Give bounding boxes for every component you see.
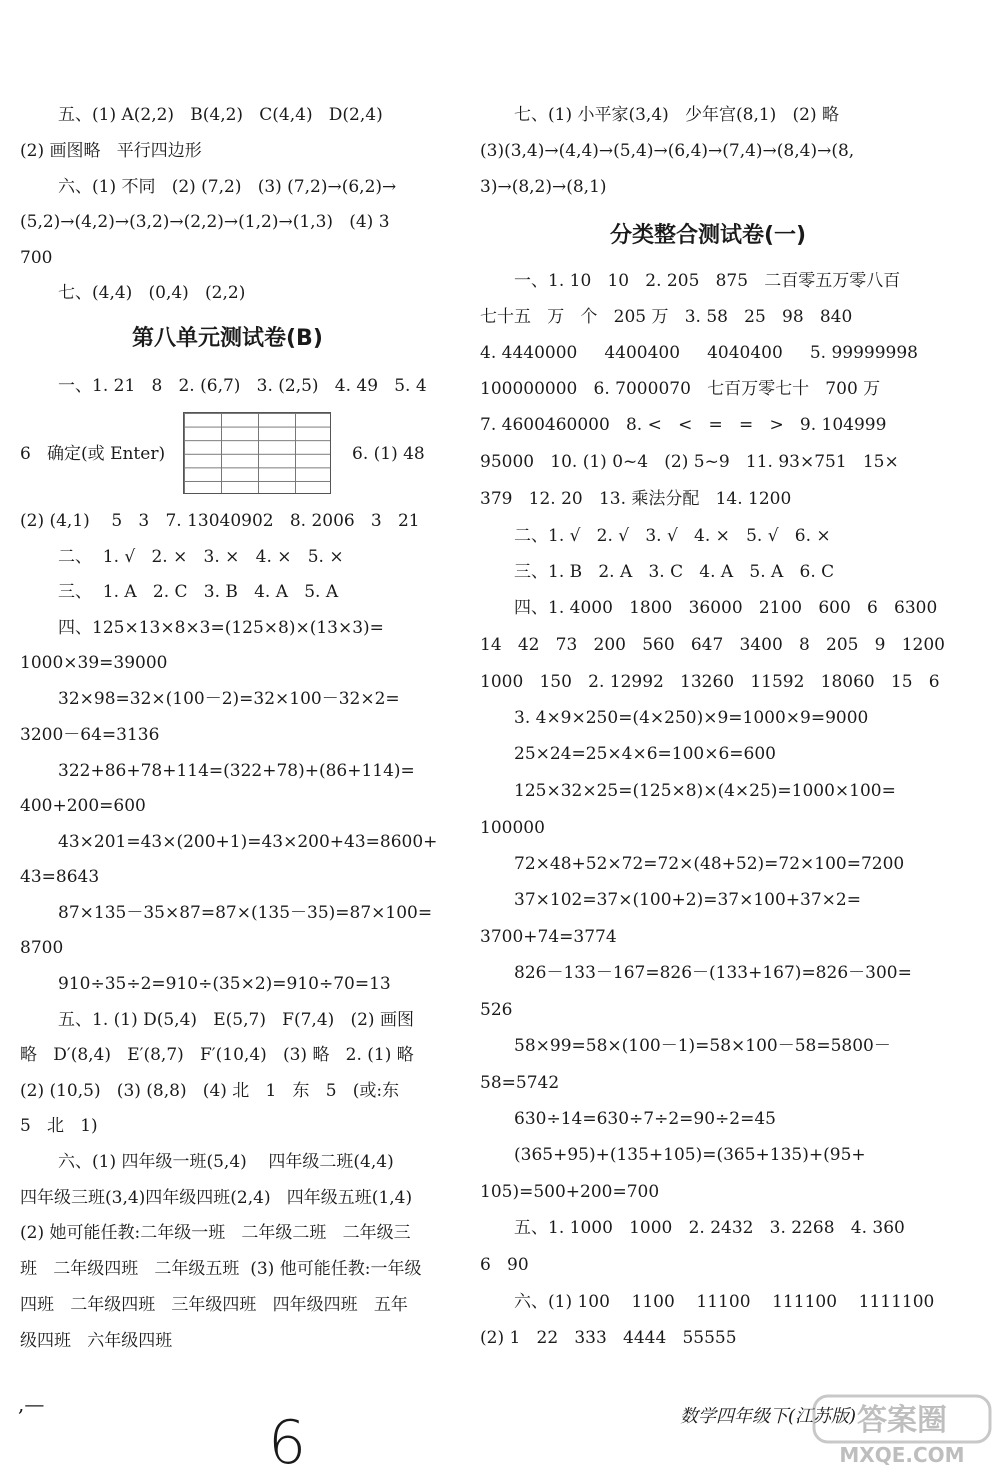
section-title: 分类整合测试卷(一)	[610, 223, 807, 248]
left-line: 四班 二年级四班 三年级四班 四年级四班 五年	[20, 1295, 408, 1315]
left-line: 6 确定(或 Enter)	[20, 444, 166, 464]
left-line: 五、(1) A(2,2) B(4,2) C(4,4) D(2,4)	[58, 105, 383, 125]
left-line: 五、1. (1) D(5,4) E(5,7) F(7,4) (2) 画图	[58, 1010, 414, 1030]
right-line: 七、(1) 小平家(3,4) 少年宫(8,1) (2) 略	[514, 105, 839, 125]
left-line: 87×135－35×87=87×(135－35)=87×100=	[58, 903, 433, 923]
right-line: 100000	[480, 818, 545, 838]
right-line: 五、1. 1000 1000 2. 2432 3. 2268 4. 360	[514, 1218, 905, 1238]
coordinate-grid-figure	[183, 412, 331, 494]
page-corner-mark: ,—	[18, 1392, 45, 1416]
watermark-logo	[810, 1390, 995, 1468]
right-line: 105)=500+200=700	[480, 1182, 660, 1202]
left-line: 1000×39=39000	[20, 653, 168, 673]
left-line: 二、 1. √ 2. × 3. × 4. × 5. ×	[58, 547, 344, 567]
right-line: 1000 150 2. 12992 13260 11592 18060 15 6	[480, 672, 940, 692]
right-line: (2) 1 22 333 4444 55555	[480, 1328, 737, 1348]
right-line: 七十五 万 个 205 万 3. 58 25 98 840	[480, 307, 853, 327]
left-line: 班 二年级四班 二年级五班 (3) 他可能任教:一年级	[20, 1259, 422, 1279]
section-title: 第八单元测试卷(B)	[132, 326, 323, 351]
right-line: 95000 10. (1) 0~4 (2) 5~9 11. 93×751 15×	[480, 452, 899, 472]
right-line: 25×24=25×4×6=100×6=600	[514, 744, 776, 764]
left-line: (2) (10,5) (3) (8,8) (4) 北 1 东 5 (或:东	[20, 1081, 400, 1101]
right-line: 58=5742	[480, 1073, 560, 1093]
right-line: 826－133－167=826－(133+167)=826－300=	[514, 963, 912, 983]
left-line: 700	[20, 248, 53, 268]
left-line: 略 D′(8,4) E′(8,7) F′(10,4) (3) 略 2. (1) 略	[20, 1045, 414, 1065]
left-line: 43×201=43×(200+1)=43×200+43=8600+	[58, 832, 438, 852]
right-line: 630÷14=630÷7÷2=90÷2=45	[514, 1109, 776, 1129]
left-line: 400+200=600	[20, 796, 146, 816]
right-line: 379 12. 20 13. 乘法分配 14. 1200	[480, 489, 792, 509]
right-line: 526	[480, 1000, 513, 1020]
left-line: (2) 她可能任教:二年级一班 二年级二班 二年级三	[20, 1223, 411, 1243]
right-line: 7. 4600460000 8. < < = = > 9. 104999	[480, 415, 887, 435]
right-line: 三、1. B 2. A 3. C 4. A 5. A 6. C	[514, 562, 835, 582]
handwritten-page-number: 6	[268, 1408, 307, 1478]
right-line: (3)(3,4)→(4,4)→(5,4)→(6,4)→(7,4)→(8,4)→(8,	[480, 141, 855, 161]
right-line: 3)→(8,2)→(8,1)	[480, 177, 607, 197]
right-line: 四、1. 4000 1800 36000 2100 600 6 6300	[514, 598, 938, 618]
left-line: 322+86+78+114=(322+78)+(86+114)=	[58, 761, 415, 781]
right-line: 一、1. 10 10 2. 205 875 二百零五万零八百	[514, 271, 901, 291]
svg-text:MXQE.COM: MXQE.COM	[839, 1443, 965, 1467]
left-line: 43=8643	[20, 867, 100, 887]
left-line: 六、(1) 四年级一班(5,4) 四年级二班(4,4)	[58, 1152, 394, 1172]
right-line: 58×99=58×(100－1)=58×100－58=5800－	[514, 1036, 891, 1056]
right-line: 72×48+52×72=72×(48+52)=72×100=7200	[514, 854, 905, 874]
right-line: 125×32×25=(125×8)×(4×25)=1000×100=	[514, 781, 896, 801]
left-line: 级四班 六年级四班	[20, 1331, 173, 1351]
left-line: (2) (4,1) 5 3 7. 13040902 8. 2006 3 21	[20, 511, 420, 531]
left-line: 七、(4,4) (0,4) (2,2)	[58, 283, 246, 303]
left-line: 四年级三班(3,4)四年级四班(2,4) 四年级五班(1,4)	[20, 1188, 413, 1208]
book-footer-title: 数学四年级下(江苏版)	[680, 1406, 857, 1427]
right-line: 六、(1) 100 1100 11100 111100 1111100	[514, 1292, 935, 1312]
left-line: 六、(1) 不同 (2) (7,2) (3) (7,2)→(6,2)→	[58, 177, 397, 197]
right-line: 二、1. √ 2. √ 3. √ 4. × 5. √ 6. ×	[514, 526, 831, 546]
left-line: (5,2)→(4,2)→(3,2)→(2,2)→(1,2)→(1,3) (4) 3	[20, 212, 390, 232]
right-line: 4. 4440000 4400400 4040400 5. 99999998	[480, 343, 918, 363]
left-line: 6. (1) 48	[352, 444, 425, 464]
left-line: 一、1. 21 8 2. (6,7) 3. (2,5) 4. 49 5. 4	[58, 376, 427, 396]
left-line: 8700	[20, 938, 64, 958]
left-line: 5 北 1)	[20, 1116, 98, 1136]
left-line: 三、 1. A 2. C 3. B 4. A 5. A	[58, 582, 339, 602]
left-line: 910÷35÷2=910÷(35×2)=910÷70=13	[58, 974, 391, 994]
left-line: (2) 画图略 平行四边形	[20, 141, 202, 161]
right-line: 6 90	[480, 1255, 529, 1275]
right-line: 37×102=37×(100+2)=37×100+37×2=	[514, 890, 861, 910]
right-line: 100000000 6. 7000070 七百万零七十 700 万	[480, 379, 881, 399]
right-line: 3. 4×9×250=(4×250)×9=1000×9=9000	[514, 708, 869, 728]
right-line: (365+95)+(135+105)=(365+135)+(95+	[514, 1145, 866, 1165]
right-line: 3700+74=3774	[480, 927, 617, 947]
left-line: 32×98=32×(100－2)=32×100－32×2=	[58, 689, 400, 709]
left-line: 3200－64=3136	[20, 725, 160, 745]
left-line: 四、125×13×8×3=(125×8)×(13×3)=	[58, 618, 384, 638]
svg-text:答案圈: 答案圈	[857, 1403, 947, 1438]
right-line: 14 42 73 200 560 647 3400 8 205 9 1200	[480, 635, 945, 655]
